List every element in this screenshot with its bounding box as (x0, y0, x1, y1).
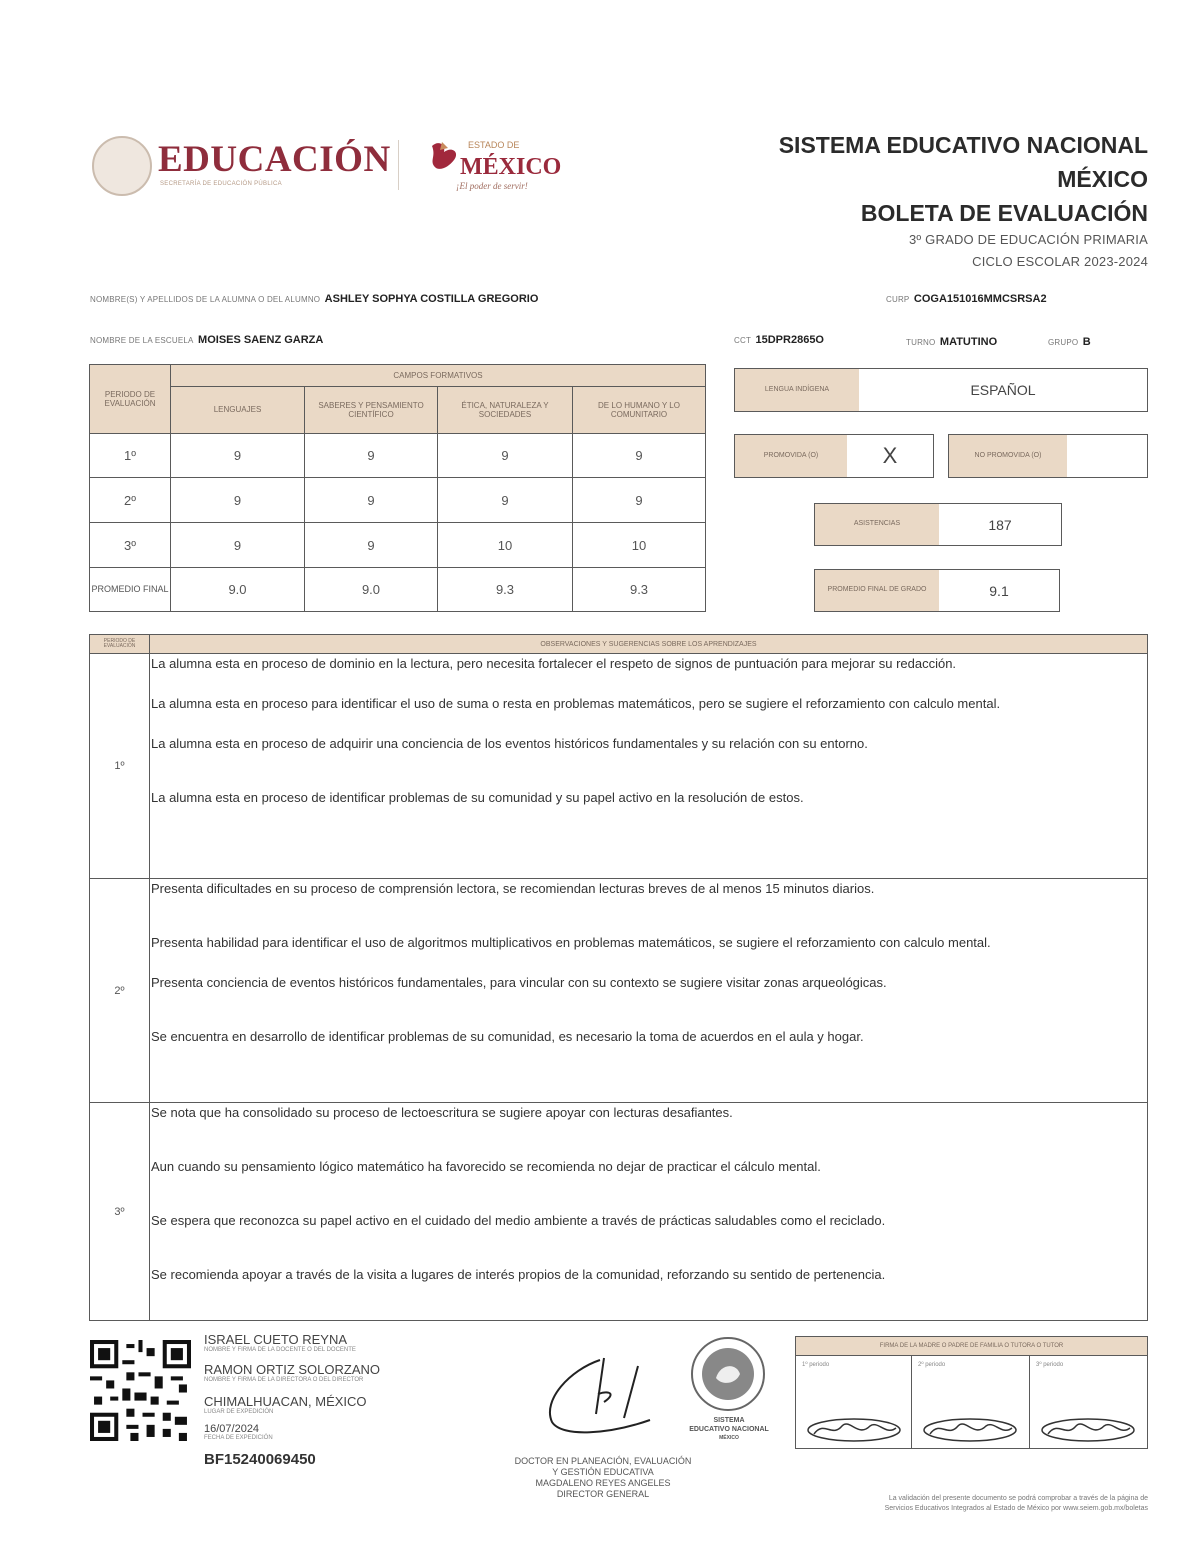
column-header: ÉTICA, NATURALEZA Y SOCIEDADES (438, 387, 573, 434)
cct-row (734, 330, 824, 348)
school-label: NOMBRE DE LA ESCUELA (90, 336, 194, 345)
curp-value: COGA151016MMCSRSA2 (913, 293, 1047, 305)
obs-line: Aun cuando su pensamiento lógico matemático ha favorecido se recomienda no dejar de practicar el cálculo mental. (151, 1159, 821, 1174)
group-label: GRUPO (1048, 338, 1079, 347)
obs-line: Se espera que reconozca su papel activo en el cuidado del medio ambiente a través de prácticas saludables como el reciclado. (151, 1213, 886, 1228)
official-name: MAGDALENO REYES ANGELES (535, 1478, 671, 1488)
seal-caption-line: EDUCATIVO NACIONAL (689, 1426, 769, 1433)
school-cycle: CICLO ESCOLAR 2023-2024 (972, 254, 1148, 269)
grade-cell: 9 (171, 478, 305, 523)
grade-cell: 9 (573, 434, 706, 478)
validation-note (885, 1494, 1148, 1514)
parent-signatures-table (795, 1336, 1148, 1449)
grade-cell: 9 (305, 523, 438, 568)
period-label: 1º periodo (802, 1362, 830, 1368)
group-value: B (1082, 336, 1091, 348)
final-average-cell: 9.0 (171, 568, 305, 612)
date-block (204, 1423, 273, 1441)
table-row (90, 523, 706, 568)
obs-line: Se nota que ha consolidado su proceso de lectoescritura se sugiere apoyar con lecturas desafiantes. (151, 1105, 733, 1120)
student-name-label: NOMBRE(S) Y APELLIDOS DE LA ALUMNA O DEL ALUMNO (90, 295, 321, 304)
obs-row (90, 1103, 1148, 1321)
student-name-row (90, 289, 538, 307)
signature-cell (912, 1356, 1030, 1449)
period-cell: 3º (90, 523, 171, 568)
page-title: BOLETA DE EVALUACIÓN (860, 200, 1148, 226)
folio-number: BF15240069450 (204, 1451, 316, 1468)
obs-cell (150, 879, 1148, 1103)
director-block (204, 1362, 380, 1383)
period-cell: 1º (90, 434, 171, 478)
attendance-box (814, 503, 1062, 546)
grade-cell: 9 (171, 523, 305, 568)
validation-line: Servicios Educativos Integrados al Estado de México por www.seiem.gob.mx/boletas (884, 1505, 1148, 1512)
edomex-top-text: ESTADO DE (468, 140, 520, 150)
not-promoted-box (948, 434, 1148, 478)
final-average-cell: 9.3 (573, 568, 706, 612)
parent-signature-icon (920, 1416, 1020, 1444)
official-title: Y GESTIÓN EDUCATIVA (552, 1467, 654, 1477)
student-name: ASHLEY SOPHYA COSTILLA GREGORIO (324, 293, 539, 305)
place-label: LUGAR DE EXPEDICIÓN (204, 1409, 274, 1415)
director-name: RAMON ORTIZ SOLORZANO (204, 1362, 380, 1377)
title-country: MÉXICO (1057, 166, 1148, 192)
promoted-label: PROMOVIDA (O) (735, 435, 847, 477)
grade-cell: 9 (171, 434, 305, 478)
final-average-cell: 9.0 (305, 568, 438, 612)
obs-line: Se encuentra en desarrollo de identificar problemas de su comunidad, es necesario la toma de acuerdos en el aula y hogar. (151, 1029, 864, 1044)
grades-table (89, 364, 706, 612)
school-name: MOISES SAENZ GARZA (198, 334, 324, 346)
obs-period: 1º (90, 654, 150, 879)
official-title: DOCTOR EN PLANEACIÓN, EVALUACIÓN (514, 1456, 692, 1466)
national-seal-icon (92, 136, 152, 196)
obs-row (90, 654, 1148, 879)
obs-line: La alumna esta en proceso de adquirir una conciencia de los eventos históricos fundamentales y su relación con su entorno. (151, 736, 868, 751)
grade-cell: 9 (573, 478, 706, 523)
grade-cell: 9 (305, 478, 438, 523)
language-box (734, 368, 1148, 412)
director-label: NOMBRE Y FIRMA DE LA DIRECTORA O DEL DIRECTOR (204, 1377, 364, 1383)
obs-line: Se recomienda apoyar a través de la visita a lugares de interés propios de la comunidad, reforzando su sentido de pertenencia. (151, 1267, 886, 1282)
issue-date: 16/07/2024 (204, 1423, 260, 1435)
cct-label: CCT (734, 336, 752, 345)
edomex-emblem-icon (428, 138, 462, 178)
title-system: SISTEMA EDUCATIVO NACIONAL (778, 132, 1148, 158)
obs-line: Presenta conciencia de eventos históricos fundamentales, para vincular con su contexto se sugiere visitar zonas arqueológicas. (151, 975, 887, 990)
place-value: CHIMALHUACAN, MÉXICO (204, 1394, 367, 1409)
grade-cell: 10 (573, 523, 706, 568)
period-header: PERIODO DE EVALUACIÓN (90, 365, 171, 434)
grade-cell: 9 (438, 478, 573, 523)
grade-cell: 9 (438, 434, 573, 478)
final-grade-label: PROMEDIO FINAL DE GRADO (815, 570, 939, 611)
parent-sign-header: FIRMA DE LA MADRE O PADRE DE FAMILIA O TUTORA O TUTOR (796, 1337, 1148, 1356)
curp-row (886, 289, 1047, 307)
group-row (1048, 332, 1091, 350)
period-label: 3º periodo (1036, 1362, 1064, 1368)
column-header: SABERES Y PENSAMIENTO CIENTÍFICO (305, 387, 438, 434)
parent-signature-icon (804, 1416, 904, 1444)
obs-cell (150, 1103, 1148, 1321)
place-block (204, 1394, 367, 1415)
logo-divider (398, 140, 399, 190)
obs-line: La alumna esta en proceso para identificar el uso de suma o resta en problemas matemáticos, pero se sugiere el reforzamiento con calculo mental. (151, 696, 1001, 711)
grade-level: 3º GRADO DE EDUCACIÓN PRIMARIA (908, 232, 1148, 247)
obs-line: La alumna esta en proceso de dominio en la lectura, pero necesita fortalecer el respeto de signos de puntuación para mejorar su redacción. (151, 656, 957, 671)
teacher-block (204, 1332, 356, 1353)
period-label: 2º periodo (918, 1362, 946, 1368)
signature-cell (796, 1356, 912, 1449)
obs-period-header: PERIODO DE EVALUACIÓN (90, 635, 150, 654)
column-header: DE LO HUMANO Y LO COMUNITARIO (573, 387, 706, 434)
education-subtitle: SECRETARÍA DE EDUCACIÓN PÚBLICA (160, 181, 282, 187)
promoted-box (734, 434, 934, 478)
teacher-label: NOMBRE Y FIRMA DE LA DOCENTE O DEL DOCENTE (204, 1347, 356, 1353)
edomex-slogan: ¡El poder de servir! (456, 181, 528, 191)
column-header: LENGUAJES (171, 387, 305, 434)
grade-cell: 9 (305, 434, 438, 478)
school-row (90, 330, 323, 348)
obs-cell (150, 654, 1148, 879)
obs-header: OBSERVACIONES Y SUGERENCIAS SOBRE LOS APRENDIZAJES (150, 635, 1148, 654)
shift-label: TURNO (906, 338, 936, 347)
signature-cell (1030, 1356, 1148, 1449)
not-promoted-mark (1067, 435, 1147, 477)
curp-label: CURP (886, 295, 910, 304)
director-signature-icon (540, 1350, 670, 1440)
shift-row (906, 332, 997, 350)
table-row (90, 434, 706, 478)
final-average-label: PROMEDIO FINAL (90, 568, 171, 612)
issue-date-label: FECHA DE EXPEDICIÓN (204, 1435, 273, 1441)
fields-header: CAMPOS FORMATIVOS (171, 365, 706, 387)
obs-period: 3º (90, 1103, 150, 1321)
seal-caption (676, 1416, 782, 1443)
obs-line: La alumna esta en proceso de identificar problemas de su comunidad y su papel activo en la resolución de estos. (151, 790, 804, 805)
grade-cell: 10 (438, 523, 573, 568)
teacher-name: ISRAEL CUETO REYNA (204, 1332, 348, 1347)
official-block (468, 1456, 738, 1500)
promoted-mark: X (882, 443, 898, 468)
table-row (90, 568, 706, 612)
obs-line: Presenta habilidad para identificar el uso de algoritmos multiplicativos en problemas matemáticos, se sugiere el reforzamiento con calculo mental. (151, 935, 991, 950)
language-label: LENGUA INDÍGENA (735, 369, 859, 411)
obs-period: 2º (90, 879, 150, 1103)
qr-code-icon (90, 1340, 191, 1441)
edomex-logo-text: MÉXICO (460, 154, 562, 180)
education-logo-text: EDUCACIÓN (158, 139, 391, 180)
parent-signature-icon (1038, 1416, 1138, 1444)
shift-value: MATUTINO (939, 336, 998, 348)
final-grade-box (814, 569, 1060, 612)
language-value: ESPAÑOL (970, 382, 1036, 398)
national-seal-stamp-icon (686, 1334, 770, 1414)
period-cell: 2º (90, 478, 171, 523)
official-position: DIRECTOR GENERAL (556, 1489, 650, 1499)
attendance-label: ASISTENCIAS (815, 504, 939, 545)
obs-row (90, 879, 1148, 1103)
final-grade-value: 9.1 (989, 582, 1009, 599)
validation-line: La validación del presente documento se podrá comprobar a través de la página de (888, 1495, 1148, 1502)
seal-caption-line: MÉXICO (719, 1435, 739, 1441)
table-row (90, 478, 706, 523)
cct-value: 15DPR2865O (755, 334, 824, 346)
not-promoted-label: NO PROMOVIDA (O) (949, 435, 1067, 477)
seal-caption-line: SISTEMA (713, 1417, 745, 1424)
observations-table (89, 634, 1148, 1321)
obs-line: Presenta dificultades en su proceso de comprensión lectora, se recomiendan lecturas breves de al menos 15 minutos diarios. (151, 881, 875, 896)
final-average-cell: 9.3 (438, 568, 573, 612)
attendance-value: 187 (988, 516, 1012, 533)
